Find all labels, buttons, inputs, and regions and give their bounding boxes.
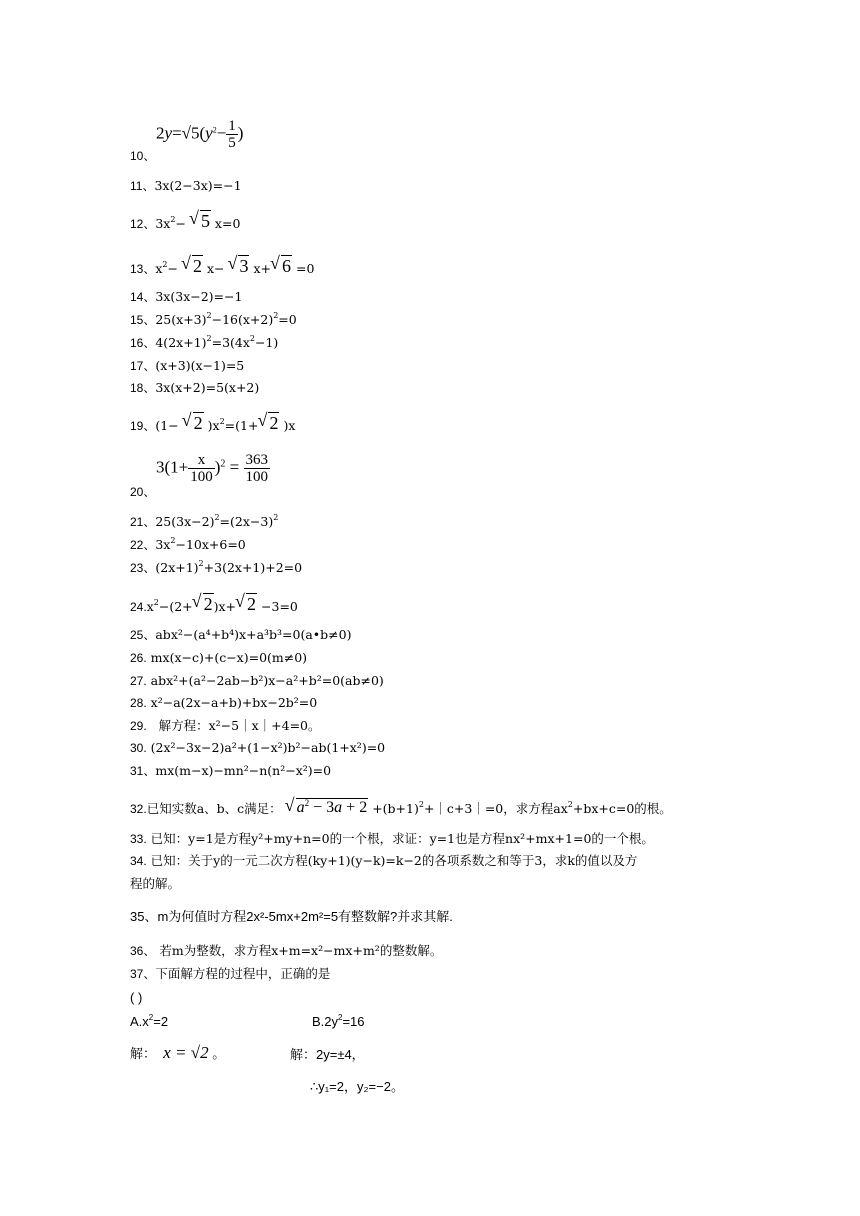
question-33 [130,831,654,847]
equation-27 [130,673,384,689]
equation-18 [130,380,259,396]
item-number: 26. [130,651,147,665]
sqrt-expression: √ $a^2 - 3a + 2$ [286,800,369,816]
item-number: 25、 [130,628,156,642]
equation-part: )x [283,418,296,433]
item-number: 29. [130,719,147,733]
equation-part: 3x [155,216,171,231]
equation-19: 19、(1− √ 2 )$x^2=(1+√$ 2 )x [130,415,295,434]
equation-15: 15、$25(x+3)^2-16(x+2)^2=0$ [130,311,297,327]
question-35 [130,909,453,925]
item-number: 11、 [130,179,155,193]
equation-30 [130,740,385,756]
equation-part: (1− [155,418,179,433]
equation-20-formula: 3(1+ $\frac{x}{100}$ )$^2$ = $\frac{363}{100}$ [156,452,269,485]
equation-28 [130,695,317,711]
question-32: 32.已知实数a、b、c满足： √ $a^2 - 3a + 2$ $+(b+1)^2+|c+3|=0$，求方程$ax^2+bx+c=0$的根。 [130,800,672,817]
equation-part: )x+ [213,599,237,614]
equation-23: 23、$(2x+1)^2+3(2x+1)+2=0$ [130,559,303,575]
equation-text: (x+3)(x−1)=5 [155,358,245,373]
question-text: 已知：y=1是方程y²+my+n=0的一个根，求证：y=1也是方程nx²+mx+1=0的一个根。 [150,831,654,846]
equation-text: 3x(2−3x)=−1 [154,178,242,193]
equation-part: x− [206,261,225,276]
equation-part: 25(3x−2) [155,514,215,529]
option-b-solution [290,1047,365,1063]
item-number: 18、 [130,381,156,395]
item-number: 19、 [130,419,156,433]
option-b-equation: =16 [342,1014,365,1029]
equation-part: =0 [278,312,297,327]
equation-part: =0 [295,261,315,276]
equation-text: mx(x−c)+(c−x)=0(m≠0) [150,650,308,665]
question-text: m为何值时方程2x²-5mx+2m²=5有整数解?并求其解. [157,909,453,924]
item-number: 10、 [130,149,156,163]
option-a-solution [130,1045,225,1062]
item-number: 33. [130,832,147,846]
item-number: 12、 [130,217,156,231]
equation-part: 4(2x+1) [155,335,207,350]
equation-part: −3=0 [261,599,298,614]
equation-13: 13、$x^2-$ √ 2 x− √ 3 x+√ 6 =0 [130,258,314,277]
question-text: +bx+c=0的根。 [572,801,672,816]
question-text: 已知实数a、b、c满足： [146,801,282,816]
sqrt-2: √ 2 [193,596,214,612]
item-number: 27. [130,674,147,688]
equation-part: − [175,216,186,231]
item-number: 16、 [130,336,156,350]
equation-text: 3x(3x−2)=−1 [155,289,243,304]
item-number: 37、 [130,967,156,981]
equation-22: 22、$3x^2-10x+6=0$ [130,536,246,552]
item-number: 34. [130,854,147,868]
sqrt-6: √ 6 [271,258,292,274]
equation-part: 3x [155,537,171,552]
equation-part: +3(2x+1)+2=0 [203,560,303,575]
option-a: $A.x^2=2$ [130,1013,169,1029]
equation-text: x²−a(2x−a+b)+bx−2b²=0 [150,695,318,710]
solution-text: 解：2y=±4， [290,1047,365,1062]
equation-part: x=0 [214,216,241,231]
option-a-equation: =2 [153,1014,169,1029]
option-b-label: B.2y [312,1014,339,1029]
equation-29 [130,718,321,734]
question-37 [130,966,330,982]
question-text: +(b+1) [372,801,419,816]
item-number: 13、 [130,262,156,276]
question-text: 若m为整数，求方程x+m=x²−mx+m²的整数解。 [159,943,443,958]
question-text: +｜c+3｜=0，求方程ax [423,801,568,816]
option-b-solution-2 [310,1079,404,1095]
equation-part: =(2x−3) [219,514,274,529]
sqrt-5: √ 5 [190,213,211,229]
equation-16: 16、$4(2x+1)^2=3(4x^2-1)$ [130,334,279,350]
equation-31 [130,763,331,779]
sqrt-2: √ 2 [258,415,279,431]
question-text: 已知：关于y的一元二次方程(ky+1)(y−k)=k−2的各项系数之和等于3，求k的值以及方 [150,853,638,868]
question-34-cont [130,876,180,892]
equation-part: − [167,261,178,276]
equation-part: x [146,599,154,614]
solution-formula: x = √2 [163,1043,209,1062]
equation-text: mx(m−x)−mn²−n(n²−x²)=0 [155,763,332,778]
item-number: 24. [130,600,147,614]
equation-part: x [155,261,163,276]
answer-paren: ( ) [130,990,143,1005]
item-number: 15、 [130,313,156,327]
question-36 [130,943,442,959]
equation-text: 解方程：x²−5｜x｜+4=0。 [158,718,321,733]
equation-text: abx²−(a⁴+b⁴)x+a³b³=0(a•b≠0) [155,627,352,642]
item-number: 36、 [130,944,156,958]
item-number: 31、 [130,764,156,778]
sqrt-2: √ 2 [236,596,257,612]
question-text: 下面解方程的过程中，正确的是 [155,966,331,981]
equation-24: $24.x^2-(2+√$ 2)x+√ 2 −3=0 [130,596,298,615]
item-number: 28. [130,696,147,710]
equation-25 [130,627,351,643]
equation-17 [130,358,244,374]
sqrt-2: √ 2 [182,258,203,274]
item-number: 17、 [130,359,156,373]
item-number: 14、 [130,290,156,304]
solution-end: 。 [212,1046,226,1061]
equation-part: 25(x+3) [155,312,207,327]
option-b: $B.2y^2=16$ [312,1013,365,1029]
equation-part: x+ [253,261,271,276]
sqrt-3: √ 3 [228,258,249,274]
equation-part: =(1+ [224,418,259,433]
question-34 [130,853,637,869]
equation-part: −(2+ [158,599,193,614]
equation-text: abx²+(a²−2ab−b²)x−a²+b²=0(ab≠0) [150,673,384,688]
equation-part: =3(4x [211,335,250,350]
equation-26 [130,650,307,666]
question-text: 程的解。 [130,876,181,891]
equation-text: 3x(x+2)=5(x+2) [155,380,260,395]
option-a-label: A.x [130,1014,149,1029]
equation-10-formula: $2y=√5(y^2-$ $\frac{1}{5}$ ) [156,118,244,151]
solution-text: ∴y₁=2，y₂=−2。 [310,1079,404,1094]
item-number: 20、 [130,485,156,499]
equation-part: )x [207,418,220,433]
equation-part: (2x+1) [155,560,199,575]
equation-part: −10x+6=0 [175,537,246,552]
item-number: 23、 [130,561,156,575]
equation-21: 21、$25(3x-2)^2=(2x-3)^2$ [130,513,279,529]
sqrt-2: √ 2 [183,415,204,431]
item-number: 35、 [130,909,158,924]
equation-12: 12、$3x^2-$ √ 5 x=0 [130,213,240,232]
equation-part: −1) [255,335,279,350]
item-number: 32. [130,802,147,816]
item-number: 21、 [130,515,156,529]
equation-part: −16(x+2) [211,312,274,327]
solution-label: 解： [130,1046,157,1061]
equation-11 [130,178,242,194]
item-number: 30. [130,741,147,755]
equation-14 [130,289,242,305]
equation-text: (2x²−3x−2)a²+(1−x²)b²−ab(1+x²)=0 [150,740,386,755]
item-number: 22、 [130,538,156,552]
